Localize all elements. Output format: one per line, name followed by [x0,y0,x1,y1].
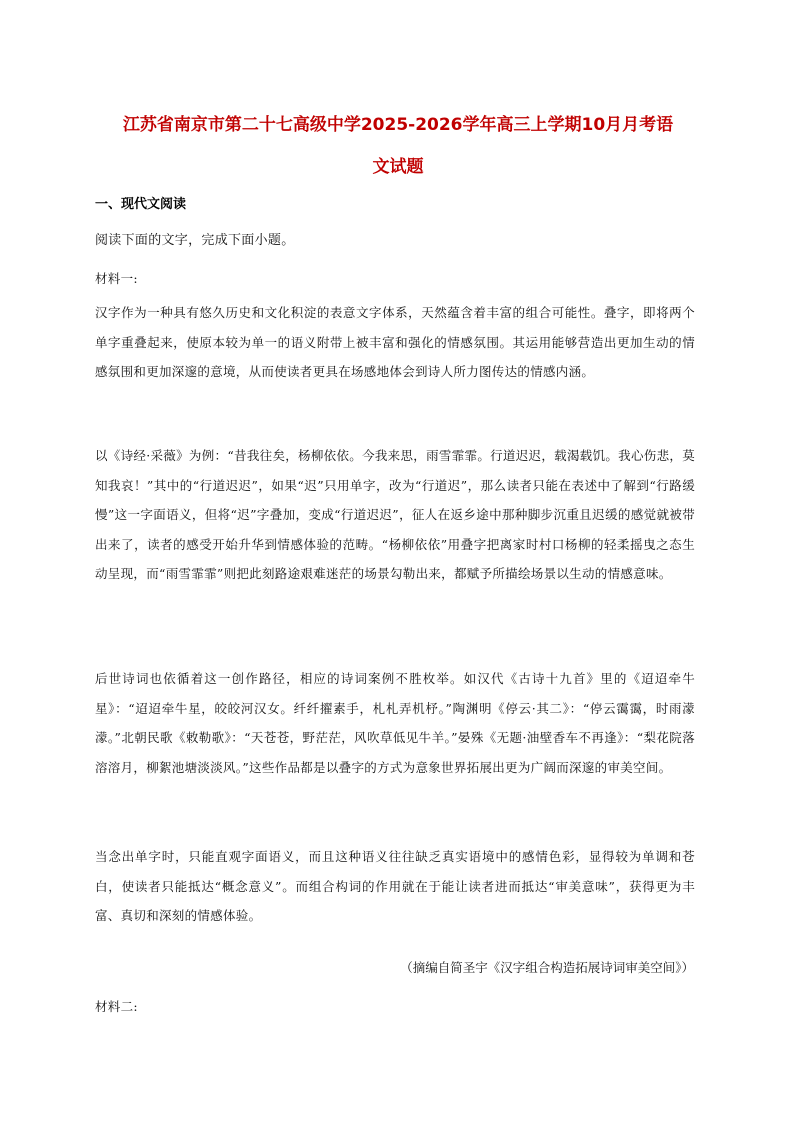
section-heading: 一、现代文阅读 [95,197,187,212]
paragraph-1: 汉字作为一种具有悠久历史和文化积淀的表意文字体系，天然蕴含着丰富的组合可能性。叠字，即将两个单字重叠起来，使原本较为单一的语义附带上被丰富和强化的情感氛围。其运用能够营造出更加生动的情感氛围和更加深邃的意境，从而使读者更具在场感地体会到诗人所力图传达的情感内涵。 [95,305,695,379]
paragraph-3: 后世诗词也依循着这一创作路径，相应的诗词案例不胜枚举。如汉代《古诗十九首》里的《迢迢牵牛星》：“迢迢牵牛星，皎皎河汉女。纤纤擢素手，札札弄机杼。”陶渊明《停云·其二》：“停云霭霭，时雨濛濛。”北朝民歌《敕勒歌》：“天苍苍，野茫茫，风吹草低见牛羊。”晏殊《无题·油壁香车不再逢》：“梨花院落溶溶月，柳絮池塘淡淡风。”这些作品都是以叠字的方式为意象世界拓展出更为广阔而深邃的审美空间。 [95,671,695,775]
document-title-line-1: 江苏省南京市第二十七高级中学2025-2026学年高三上学期10月月考语 [122,115,674,135]
instruction-text: 阅读下面的文字，完成下面小题。 [95,233,295,248]
document-title-line-2: 文试题 [372,157,424,177]
paragraph-4: 当念出单字时，只能直观字面语义，而且这种语义往往缺乏真实语境中的感情色彩，显得较为单调和苍白，使读者只能抵达“概念意义”。而组合构词的作用就在于能让读者进而抵达“审美意味”，获得更为丰富、真切和深刻的情感体验。 [95,849,695,923]
material-1-label: 材料一: [95,271,138,286]
material-2-label: 材料二: [95,999,138,1014]
paragraph-2: 以《诗经·采薇》为例：“昔我往矣，杨柳依依。今我来思，雨雪霏霏。行道迟迟，载渴载饥。我心伤悲，莫知我哀！”其中的“行道迟迟”，如果“迟”只用单字，改为“行道迟”，那么读者只能在表述中了解到“行路缓慢”这一字面语义，但将“迟”字叠加，变成“行道迟迟”，征人在返乡途中那种脚步沉重且迟缓的感觉就被带出来了，读者的感受开始升华到情感体验的范畴。“杨柳依依”用叠字把离家时村口杨柳的轻柔摇曳之态生动呈现，而“雨雪霏霏”则把此刻路途艰难迷茫的场景勾勒出来，都赋予所描绘场景以生动的情感意味。 [95,448,695,581]
source-citation: （摘编自简圣宇《汉字组合构造拓展诗词审美空间》） [400,960,694,975]
